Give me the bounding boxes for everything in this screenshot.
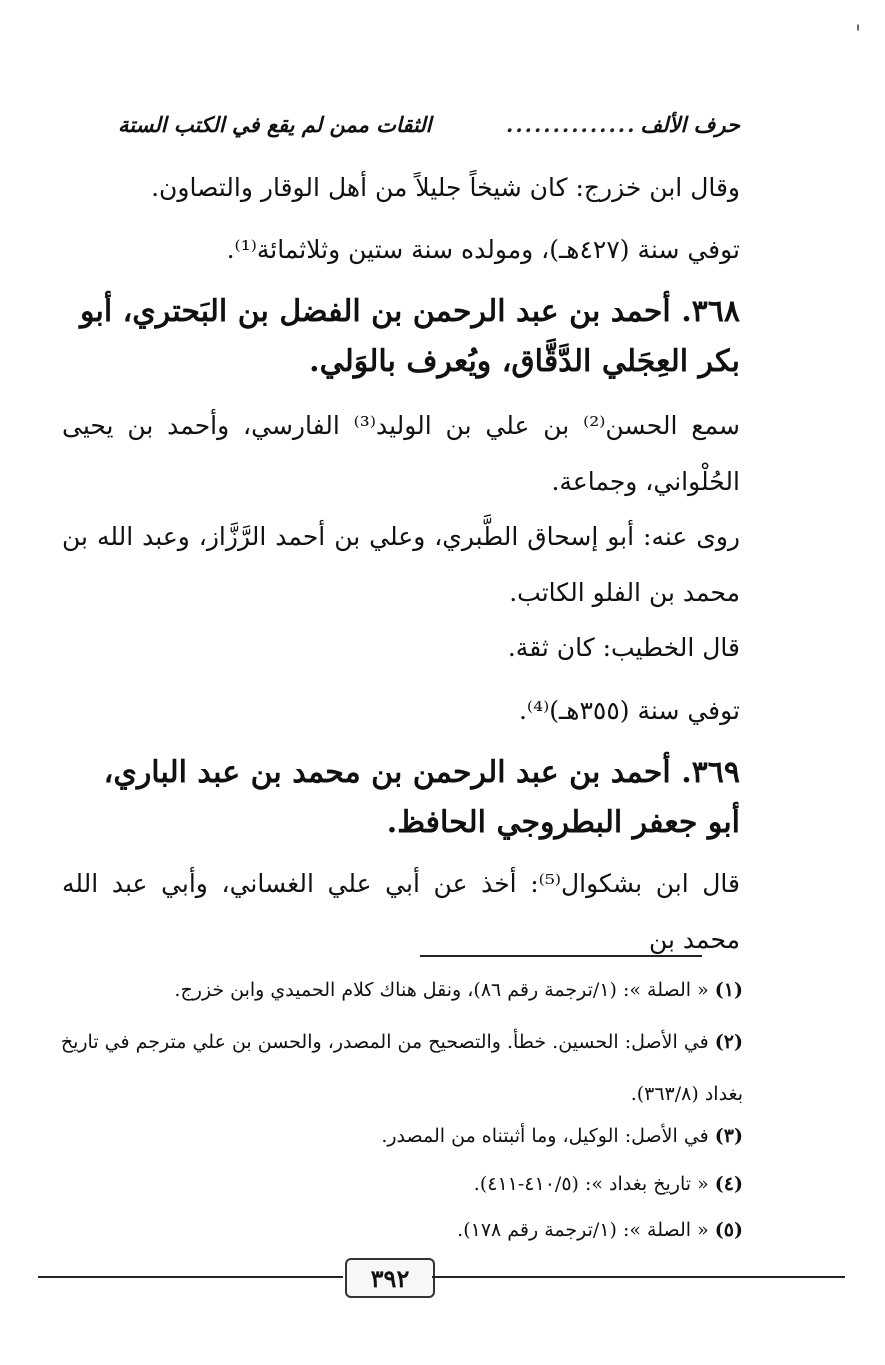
footnote-text: في الأصل: الحسين. خطأ. والتصحيح من المصدر، والحسن بن علي مترجم في تاريخ بغداد (٣٦٣/٨). bbox=[60, 1031, 743, 1105]
entry-title: أحمد بن عبد الرحمن بن الفضل بن البَحتري، أبو بكر العِجَلي الدَّقَّاق، ويُعرف بالوَلي. bbox=[79, 294, 740, 379]
running-header bbox=[118, 112, 740, 148]
footnote-number: (٤) bbox=[714, 1173, 743, 1195]
paragraph-heard-from: سمع الحسن⁽²⁾ بن علي بن الوليد⁽³⁾ الفارسي، وأحمد بن يحيى الحُلْواني، وجماعة. bbox=[62, 411, 740, 496]
header-chapter: حرف الألف bbox=[640, 112, 740, 137]
footnote-2 bbox=[35, 1016, 743, 1120]
footnote-3 bbox=[35, 1110, 743, 1162]
entry-368 bbox=[62, 287, 740, 387]
footnote-number: (٣) bbox=[714, 1125, 743, 1147]
paragraph-death-427: توفي سنة (٤٢٧هـ)، ومولده سنة ستين وثلاثمائة⁽¹⁾. bbox=[226, 235, 740, 264]
footer-rule-left bbox=[38, 1276, 343, 1278]
corner-mark: ' bbox=[855, 22, 862, 47]
footnote-1 bbox=[35, 964, 743, 1016]
header-book-title: الثقات ممن لم يقع في الكتب الستة bbox=[118, 112, 432, 137]
footnote-4 bbox=[35, 1158, 743, 1210]
page-number: ٣٩٢ bbox=[345, 1258, 435, 1298]
footnote-separator bbox=[420, 955, 702, 957]
paragraph-khatib: قال الخطيب: كان ثقة. bbox=[507, 633, 740, 662]
entry-number: ٣٦٩. bbox=[681, 755, 740, 790]
footnote-text: في الأصل: الوكيل، وما أثبتناه من المصدر. bbox=[381, 1125, 709, 1147]
paragraph-narrated-by: روى عنه: أبو إسحاق الطَّبري، وعلي بن أحمد الرَّزَّاز، وعبد الله بن محمد بن الفلو الكاتب. bbox=[62, 522, 740, 607]
footnote-number: (٥) bbox=[714, 1219, 743, 1241]
footnote-text: « تاريخ بغداد »: (٤١٠/٥-٤١١). bbox=[473, 1173, 709, 1195]
paragraph-ibn-khazraj: وقال ابن خزرج: كان شيخاً جليلاً من أهل الوقار والتصاون. bbox=[151, 173, 740, 202]
entry-title: أحمد بن عبد الرحمن بن محمد بن عبد الباري، أبو جعفر البطروجي الحافظ. bbox=[103, 755, 740, 840]
footnote-text: « الصلة »: (١/ترجمة رقم ٨٦)، ونقل هناك كلام الحميدي وابن خزرج. bbox=[174, 979, 709, 1001]
paragraph-death-355: توفي سنة (٣٥٥هـ)⁽⁴⁾. bbox=[518, 696, 740, 725]
footnote-number: (١) bbox=[714, 979, 743, 1001]
header-dots: .............. bbox=[506, 112, 637, 137]
footnote-5 bbox=[35, 1204, 743, 1256]
footnote-text: « الصلة »: (١/ترجمة رقم ١٧٨). bbox=[457, 1219, 709, 1241]
paragraph-ibn-bashkuwal: قال ابن بشكوال⁽⁵⁾: أخذ عن أبي علي الغساني، وأبي عبد الله محمد بن bbox=[62, 869, 740, 954]
footer-rule-right bbox=[432, 1276, 845, 1278]
entry-369 bbox=[62, 748, 740, 848]
footnote-number: (٢) bbox=[714, 1031, 743, 1053]
entry-number: ٣٦٨. bbox=[681, 294, 740, 329]
